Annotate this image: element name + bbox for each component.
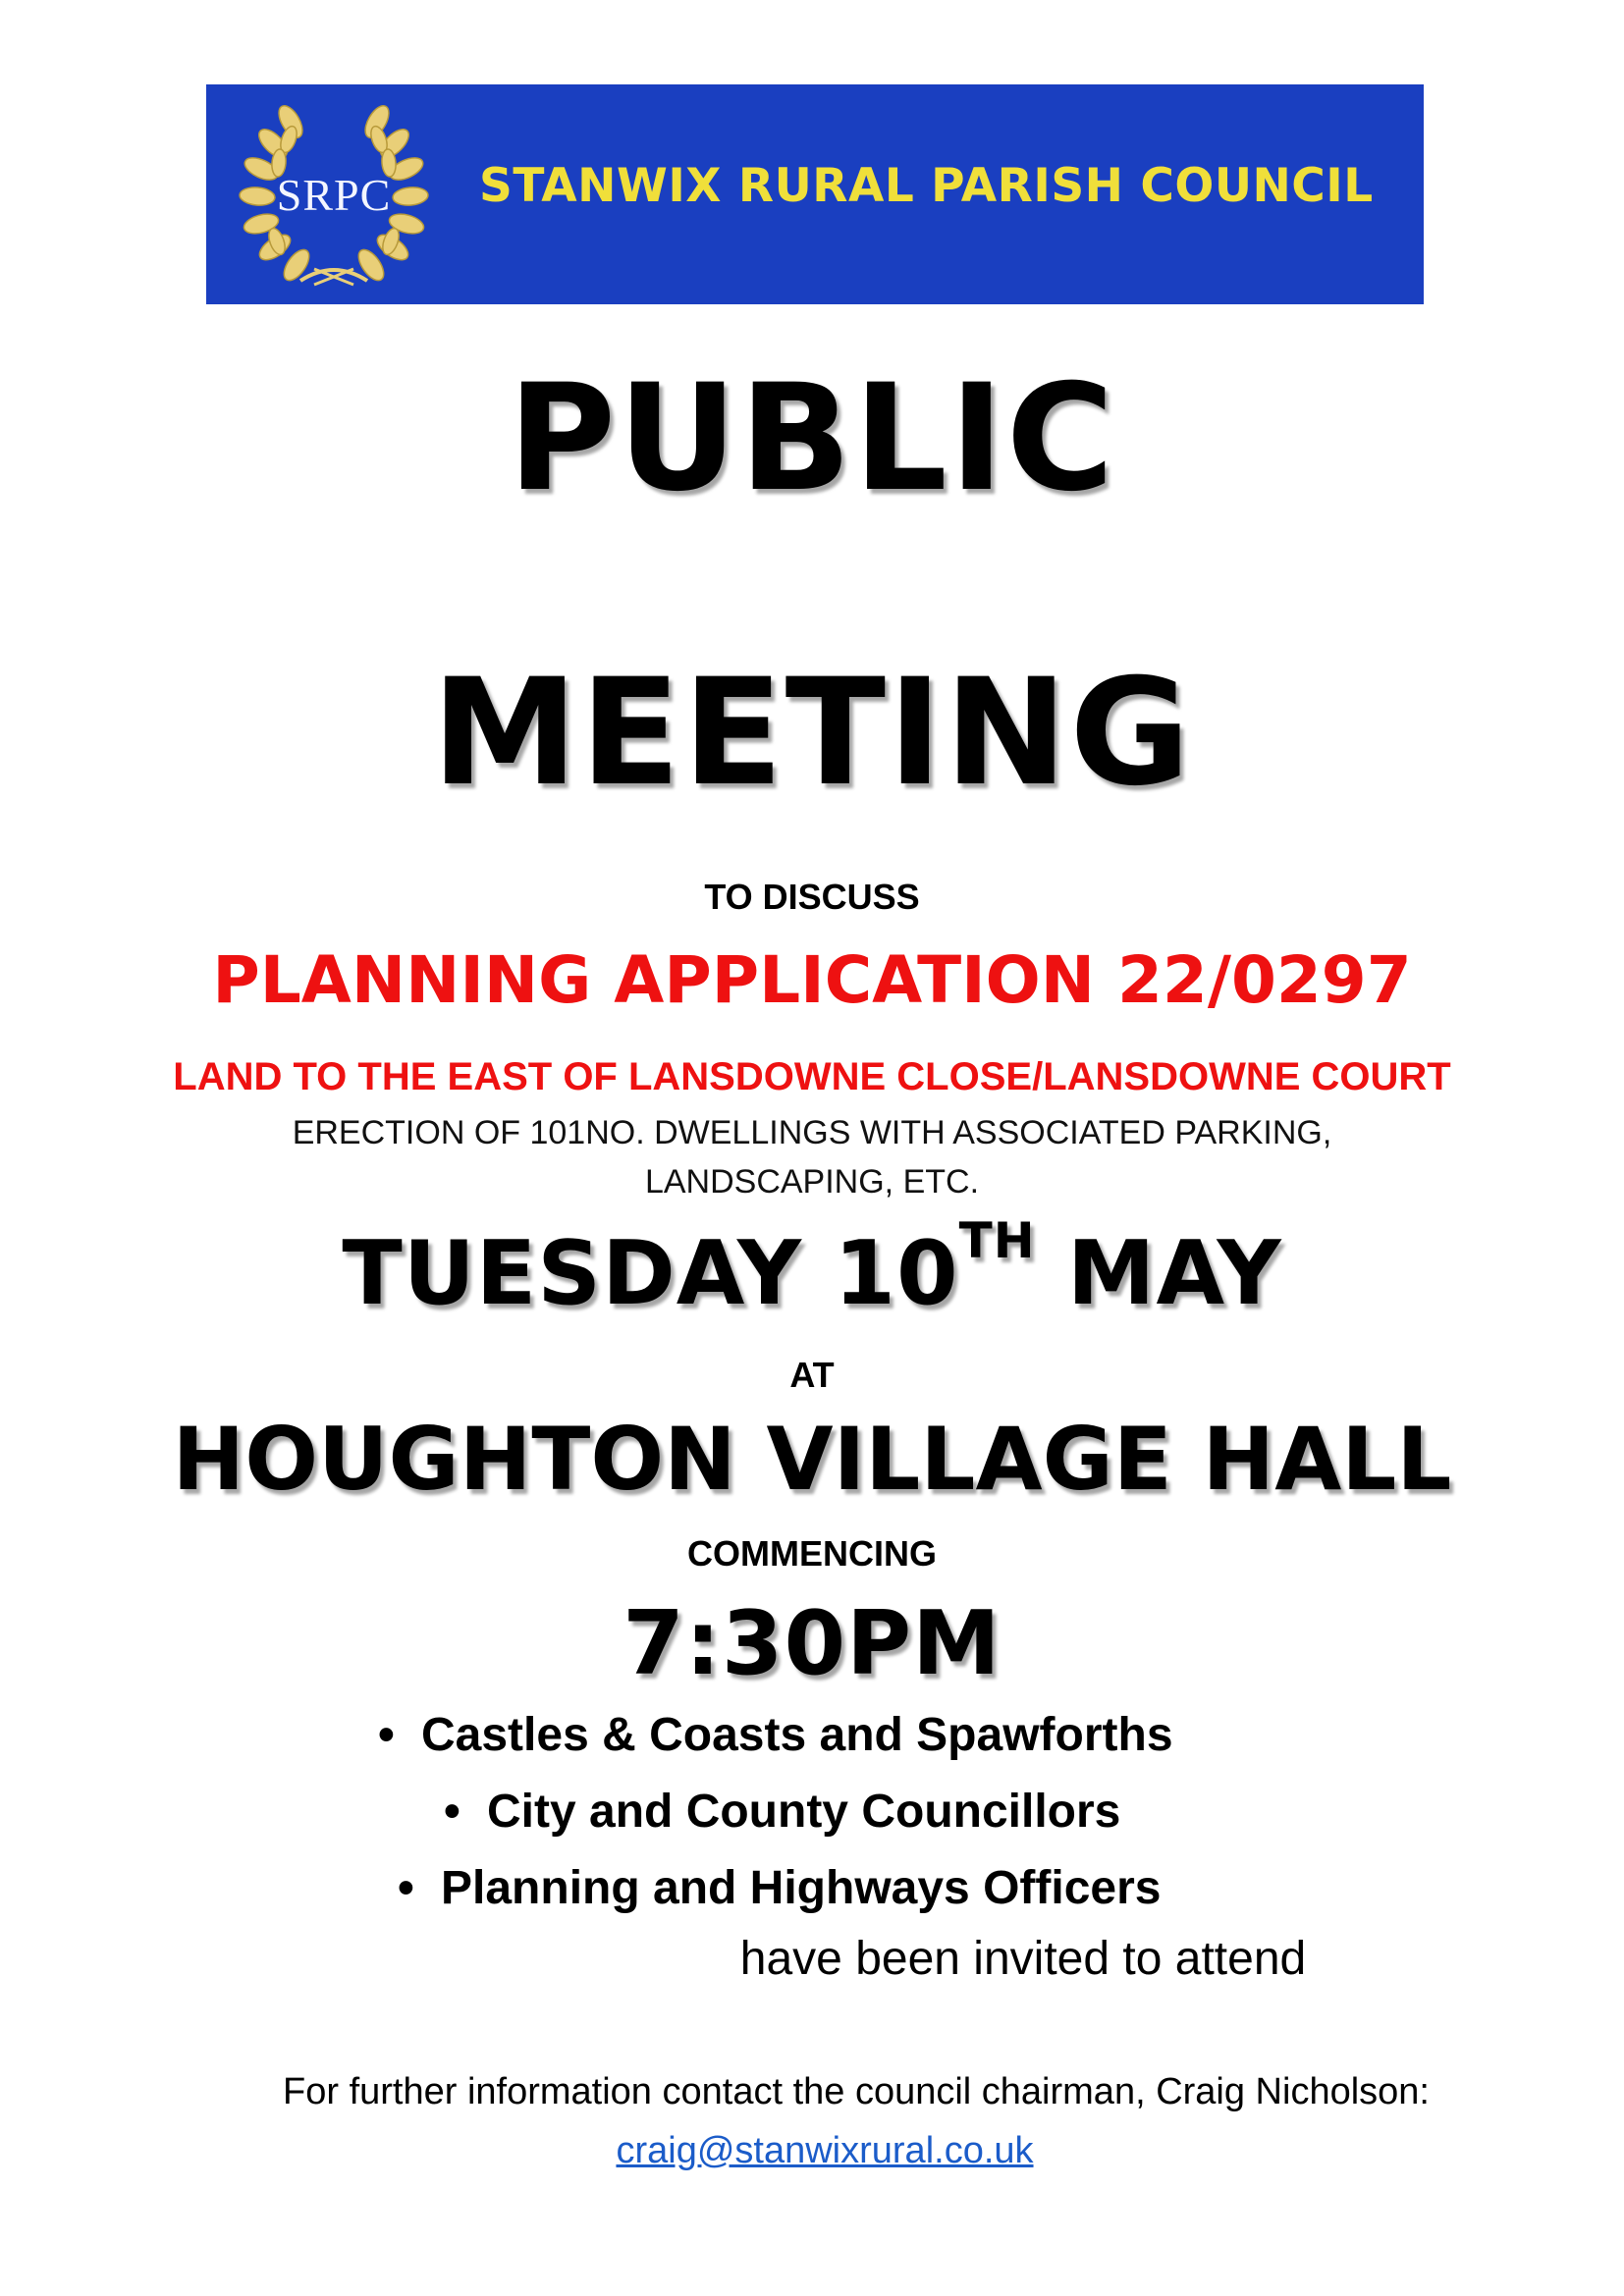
at-text: AT (789, 1355, 835, 1395)
meeting-time: 7:30PM (623, 1592, 1001, 1695)
list-item (378, 1708, 1173, 1762)
meeting-date (0, 1212, 1624, 1325)
venue-name: HOUGHTON VILLAGE HALL (172, 1409, 1452, 1510)
bullet-icon: • (378, 1709, 395, 1761)
email-container (13, 2130, 1624, 2172)
invited-text: have been invited to attend (739, 1933, 1307, 1985)
development-description-line2: LANDSCAPING, ETC. (644, 1163, 980, 1201)
planning-application-title: PLANNING APPLICATION 22/0297 (212, 942, 1412, 1018)
logo-text: SRPC (276, 170, 392, 220)
commencing-text: COMMENCING (687, 1533, 937, 1574)
meeting-date-suffix: TH (958, 1212, 1036, 1269)
title-line-meeting: MEETING (431, 648, 1193, 819)
list-item (444, 1785, 1120, 1839)
site-description: LAND TO THE EAST OF LANSDOWNE CLOSE/LANSDOWNE COURT (173, 1055, 1451, 1098)
council-banner (206, 84, 1424, 304)
development-description-line1: ERECTION OF 101NO. DWELLINGS WITH ASSOCIATED PARKING, (292, 1114, 1332, 1151)
contact-text: For further information contact the council chairman, Craig Nicholson: (283, 2071, 1430, 2112)
intro-text: TO DISCUSS (704, 877, 920, 917)
bullet-icon: • (444, 1786, 460, 1838)
bullet-icon: • (398, 1862, 414, 1914)
email-link[interactable]: craig@stanwixrural.co.uk (616, 2130, 1034, 2171)
invitee-label: City and County Councillors (487, 1786, 1121, 1838)
list-item (398, 1861, 1161, 1915)
meeting-date-day: TUESDAY 10 (342, 1222, 959, 1325)
council-name: STANWIX RURAL PARISH COUNCIL (479, 159, 1374, 213)
title-line-public: PUBLIC (508, 353, 1116, 524)
invitee-label: Castles & Coasts and Spawforths (421, 1709, 1173, 1761)
invitee-label: Planning and Highways Officers (441, 1862, 1162, 1914)
meeting-date-month: MAY (1035, 1222, 1282, 1325)
council-logo (232, 92, 436, 296)
